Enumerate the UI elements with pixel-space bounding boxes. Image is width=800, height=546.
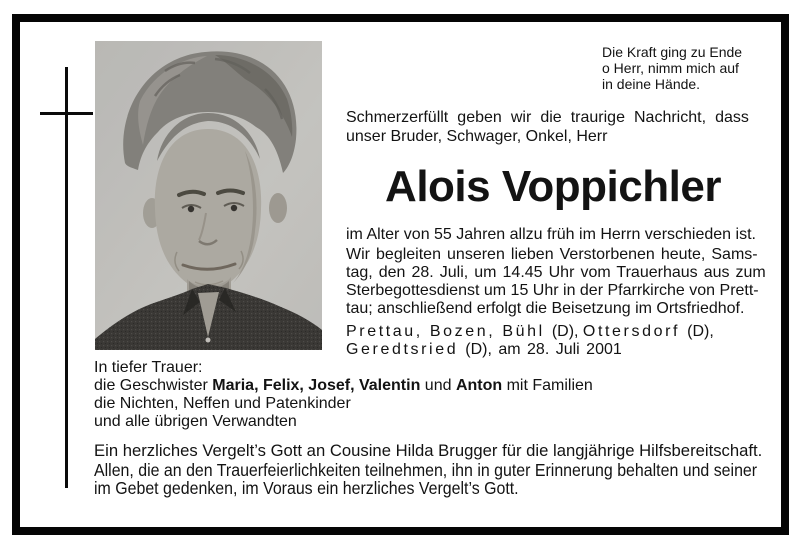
mourners-line: die Geschwister Maria, Felix, Josef, Valentin und Anton mit Familien (94, 377, 593, 394)
cross-vertical-bar (65, 67, 68, 488)
thanks-line: Ein herzliches Vergelt’s Gott an Cousine Hilda Brugger für die langjährige Hilfsbereitschaft. (94, 441, 763, 460)
intro-paragraph (346, 109, 760, 146)
closing-line: im Gebet gedenken, im Voraus ein herzliches Vergelt’s Gott. (94, 477, 519, 498)
intro-line: unser Bruder, Schwager, Onkel, Herr (346, 127, 608, 145)
verse-line: o Herr, nimm mich auf (602, 60, 739, 76)
places-line: Prettau, Bozen, Bühl (D), Ottersdorf (D), (346, 323, 714, 340)
funeral-line: tau; anschließend erfolgt die Beisetzung im Ortsfriedhof. (346, 300, 745, 317)
verse-line: in deine Hände. (602, 76, 701, 92)
age-line: im Alter von 55 Jahren allzu früh im Herrn verschieden ist. (346, 226, 756, 243)
funeral-line: Sterbegottesdienst um 15 Uhr in der Pfarrkirche von Prett- (346, 282, 759, 299)
mourners-heading: In tiefer Trauer: (94, 359, 203, 376)
mourners-line: und alle übrigen Verwandten (94, 413, 297, 430)
cross-horizontal-bar (40, 112, 93, 115)
funeral-line: Wir begleiten unseren lieben Verstorbenen heute, Sams- (346, 246, 758, 263)
funeral-line: tag, den 28. Juli, um 14.45 Uhr vom Trauerhaus aus zum (346, 264, 766, 281)
closing-paragraph (94, 462, 800, 497)
places-line: Geredtsried (D), am 28. Juli 2001 (346, 340, 622, 358)
places-date-line (346, 323, 760, 358)
mourners-line: die Nichten, Neffen und Patenkinder (94, 395, 351, 412)
funeral-paragraph (346, 246, 766, 318)
memorial-verse (602, 44, 742, 92)
portrait-photo (95, 41, 322, 350)
intro-line: Schmerzerfüllt geben wir die traurige Nachricht, dass (346, 109, 749, 126)
mourners-block (94, 359, 593, 431)
deceased-name: Alois Voppichler (385, 162, 721, 211)
verse-line: Die Kraft ging zu Ende (602, 44, 743, 60)
closing-line: Allen, die an den Trauerfeierlichkeiten teilnehmen, ihn in guter Erinnerung behalten und seiner (94, 460, 758, 480)
